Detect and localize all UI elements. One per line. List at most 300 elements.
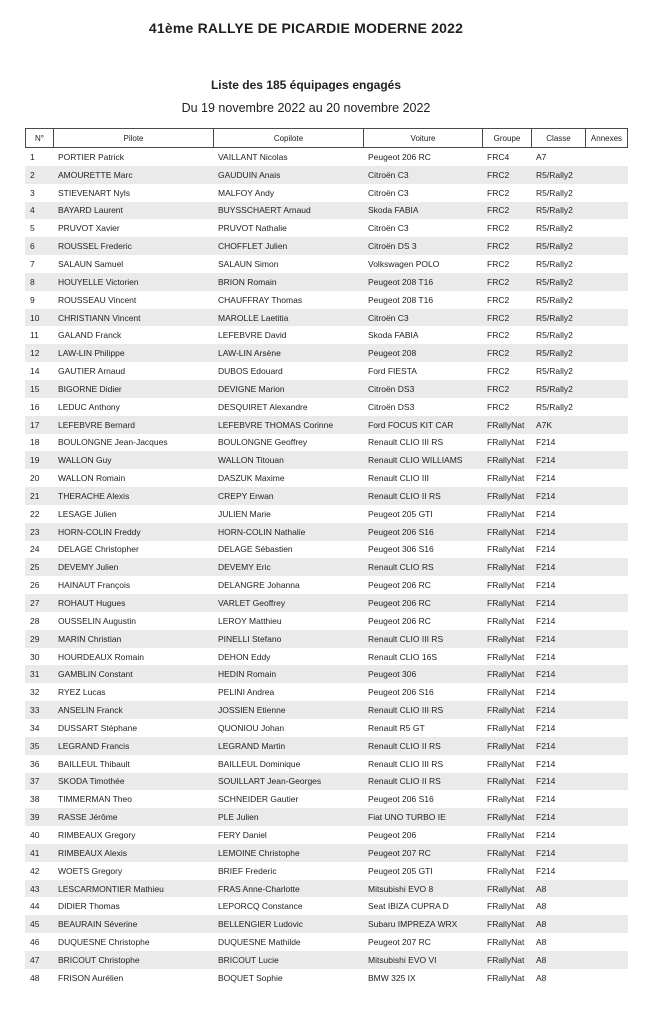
cell-voiture: Renault CLIO II RS — [368, 740, 441, 751]
cell-pilote: DIDIER Thomas — [58, 901, 120, 912]
cell-groupe: FRallyNat — [487, 794, 525, 805]
cell-voiture: Renault CLIO II RS — [368, 490, 441, 501]
column-header-voiture: Voiture — [364, 129, 483, 147]
cell-annexes — [585, 951, 628, 969]
cell-classe: F214 — [536, 687, 556, 698]
table-row — [25, 576, 628, 594]
cell-voiture: Peugeot 206 RC — [368, 580, 431, 591]
column-header-annexes: Annexes — [590, 133, 623, 143]
cell-copilote: WALLON Titouan — [218, 455, 284, 466]
cell-voiture: Citroën C3 — [368, 312, 409, 323]
table-row — [25, 701, 628, 719]
column-header-num: N° — [26, 129, 54, 147]
cell-groupe: FRallyNat — [487, 758, 525, 769]
cell-groupe: FRallyNat — [487, 954, 525, 965]
cell-annexes — [585, 309, 628, 327]
cell-classe: R5/Rally2 — [536, 312, 573, 323]
cell-classe: F214 — [536, 562, 556, 573]
cell-copilote: FERY Daniel — [218, 829, 267, 840]
column-header-groupe: Groupe — [483, 129, 532, 147]
table-row — [25, 630, 628, 648]
cell-copilote: HEDIN Romain — [218, 669, 277, 680]
cell-num: 8 — [30, 276, 35, 287]
cell-copilote: PINELLI Stefano — [218, 633, 282, 644]
cell-voiture: Citroën C3 — [368, 223, 409, 234]
cell-annexes — [585, 416, 628, 434]
cell-pilote: ROUSSEAU Vincent — [58, 294, 137, 305]
cell-voiture: Peugeot 208 T16 — [368, 294, 434, 305]
cell-num: 36 — [30, 758, 40, 769]
cell-classe: F214 — [536, 633, 556, 644]
cell-classe: R5/Rally2 — [536, 223, 573, 234]
cell-annexes — [585, 683, 628, 701]
cell-voiture: Renault R5 GT — [368, 722, 425, 733]
table-row — [25, 880, 628, 898]
cell-pilote: BEAURAIN Séverine — [58, 919, 138, 930]
cell-pilote: HOUYELLE Victorien — [58, 276, 139, 287]
cell-pilote: PORTIER Patrick — [58, 151, 124, 162]
cell-pilote: DEVEMY Julien — [58, 562, 119, 573]
cell-copilote: DEVEMY Eric — [218, 562, 271, 573]
cell-num: 15 — [30, 383, 40, 394]
cell-groupe: FRallyNat — [487, 508, 525, 519]
cell-annexes — [585, 701, 628, 719]
table-row — [25, 273, 628, 291]
cell-groupe: FRallyNat — [487, 937, 525, 948]
cell-voiture: Volkswagen POLO — [368, 258, 440, 269]
table-row — [25, 309, 628, 327]
cell-classe: R5/Rally2 — [536, 330, 573, 341]
cell-classe: F214 — [536, 526, 556, 537]
cell-pilote: HAINAUT François — [58, 580, 131, 591]
cell-annexes — [585, 434, 628, 452]
cell-copilote: FRAS Anne-Charlotte — [218, 883, 300, 894]
cell-annexes — [585, 665, 628, 683]
cell-annexes — [585, 737, 628, 755]
cell-groupe: FRallyNat — [487, 705, 525, 716]
cell-groupe: FRC2 — [487, 312, 510, 323]
cell-groupe: FRallyNat — [487, 722, 525, 733]
cell-num: 5 — [30, 223, 35, 234]
cell-annexes — [585, 362, 628, 380]
cell-num: 39 — [30, 812, 40, 823]
cell-classe: R5/Rally2 — [536, 383, 573, 394]
cell-voiture: Citroën DS3 — [368, 401, 415, 412]
cell-copilote: VARLET Geoffrey — [218, 598, 286, 609]
cell-annexes — [585, 808, 628, 826]
cell-classe: R5/Rally2 — [536, 276, 573, 287]
cell-num: 19 — [30, 455, 40, 466]
cell-classe: F214 — [536, 847, 556, 858]
cell-voiture: Fiat UNO TURBO IE — [368, 812, 446, 823]
cell-groupe: FRC2 — [487, 383, 510, 394]
cell-groupe: FRallyNat — [487, 633, 525, 644]
page-title: 41ème RALLYE DE PICARDIE MODERNE 2022 — [148, 20, 464, 36]
cell-groupe: FRallyNat — [487, 812, 525, 823]
cell-copilote: QUONIOU Johan — [218, 722, 285, 733]
table-row — [25, 737, 628, 755]
cell-annexes — [585, 630, 628, 648]
cell-voiture: Citroën DS3 — [368, 383, 415, 394]
cell-classe: F214 — [536, 651, 556, 662]
cell-classe: A8 — [536, 883, 547, 894]
cell-pilote: ROHAUT Hugues — [58, 598, 126, 609]
cell-voiture: Peugeot 306 S16 — [368, 544, 434, 555]
cell-copilote: GAUDUIN Anais — [218, 169, 281, 180]
cell-num: 42 — [30, 865, 40, 876]
cell-classe: F214 — [536, 437, 556, 448]
cell-pilote: DUSSART Stéphane — [58, 722, 138, 733]
cell-voiture: Citroën DS 3 — [368, 241, 417, 252]
cell-pilote: RIMBEAUX Alexis — [58, 847, 127, 858]
cell-groupe: FRallyNat — [487, 562, 525, 573]
cell-voiture: Renault CLIO 16S — [368, 651, 437, 662]
cell-annexes — [585, 844, 628, 862]
cell-annexes — [585, 648, 628, 666]
table-row — [25, 291, 628, 309]
cell-groupe: FRallyNat — [487, 972, 525, 983]
cell-num: 10 — [30, 312, 40, 323]
cell-copilote: BRIEF Frederic — [218, 865, 277, 876]
cell-pilote: BRICOUT Christophe — [58, 954, 140, 965]
cell-voiture: Peugeot 206 RC — [368, 615, 431, 626]
cell-num: 40 — [30, 829, 40, 840]
cell-voiture: Skoda FABIA — [368, 205, 419, 216]
cell-annexes — [585, 773, 628, 791]
cell-pilote: RYEZ Lucas — [58, 687, 106, 698]
table-row — [25, 594, 628, 612]
cell-copilote: PRUVOT Nathalie — [218, 223, 287, 234]
table-row — [25, 398, 628, 416]
cell-voiture: Peugeot 206 — [368, 829, 417, 840]
cell-num: 20 — [30, 473, 40, 484]
cell-pilote: BAILLEUL Thibault — [58, 758, 130, 769]
cell-annexes — [585, 219, 628, 237]
cell-classe: F214 — [536, 455, 556, 466]
cell-num: 17 — [30, 419, 40, 430]
cell-classe: F214 — [536, 722, 556, 733]
cell-groupe: FRallyNat — [487, 687, 525, 698]
cell-pilote: TIMMERMAN Theo — [58, 794, 132, 805]
cell-annexes — [585, 148, 628, 166]
cell-voiture: Seat IBIZA CUPRA D — [368, 901, 449, 912]
cell-annexes — [585, 202, 628, 220]
cell-num: 26 — [30, 580, 40, 591]
cell-groupe: FRallyNat — [487, 865, 525, 876]
table-row — [25, 202, 628, 220]
cell-voiture: Subaru IMPREZA WRX — [368, 919, 458, 930]
cell-pilote: RIMBEAUX Gregory — [58, 829, 136, 840]
table-row — [25, 897, 628, 915]
cell-groupe: FRallyNat — [487, 419, 525, 430]
cell-voiture: Renault CLIO III — [368, 473, 429, 484]
cell-annexes — [585, 719, 628, 737]
cell-copilote: CHOFFLET Julien — [218, 241, 288, 252]
cell-annexes — [585, 469, 628, 487]
cell-copilote: LEMOINE Christophe — [218, 847, 300, 858]
table-header-row — [25, 128, 628, 148]
cell-pilote: SKODA Timothée — [58, 776, 125, 787]
cell-pilote: THERACHE Alexis — [58, 490, 130, 501]
cell-groupe: FRallyNat — [487, 883, 525, 894]
cell-pilote: DELAGE Christopher — [58, 544, 139, 555]
table-row — [25, 541, 628, 559]
table-row — [25, 380, 628, 398]
cell-pilote: LAW-LIN Philippe — [58, 348, 125, 359]
cell-annexes — [585, 558, 628, 576]
cell-pilote: GAUTIER Arnaud — [58, 366, 126, 377]
cell-num: 9 — [30, 294, 35, 305]
cell-annexes — [585, 594, 628, 612]
cell-pilote: BOULONGNE Jean-Jacques — [58, 437, 168, 448]
cell-groupe: FRallyNat — [487, 473, 525, 484]
table-row — [25, 416, 628, 434]
column-header-classe: Classe — [532, 129, 586, 147]
table-row — [25, 344, 628, 362]
table-row — [25, 362, 628, 380]
cell-classe: R5/Rally2 — [536, 241, 573, 252]
cell-voiture: Peugeot 206 S16 — [368, 687, 434, 698]
cell-num: 14 — [30, 366, 40, 377]
entry-table — [25, 128, 628, 987]
cell-copilote: BUYSSCHAERT Arnaud — [218, 205, 311, 216]
table-row — [25, 862, 628, 880]
cell-num: 41 — [30, 847, 40, 858]
cell-pilote: STIEVENART Nyls — [58, 187, 130, 198]
cell-classe: F214 — [536, 740, 556, 751]
table-row — [25, 487, 628, 505]
cell-num: 45 — [30, 919, 40, 930]
cell-groupe: FRallyNat — [487, 526, 525, 537]
table-row — [25, 219, 628, 237]
cell-annexes — [585, 451, 628, 469]
cell-num: 29 — [30, 633, 40, 644]
cell-classe: F214 — [536, 794, 556, 805]
cell-voiture: Peugeot 206 RC — [368, 151, 431, 162]
cell-num: 16 — [30, 401, 40, 412]
cell-pilote: AMOURETTE Marc — [58, 169, 133, 180]
cell-classe: F214 — [536, 508, 556, 519]
cell-pilote: OUSSELIN Augustin — [58, 615, 136, 626]
cell-voiture: Peugeot 208 — [368, 348, 417, 359]
cell-copilote: PELINI Andrea — [218, 687, 275, 698]
cell-annexes — [585, 326, 628, 344]
cell-copilote: LEFEBVRE David — [218, 330, 287, 341]
cell-num: 25 — [30, 562, 40, 573]
table-row — [25, 683, 628, 701]
table-row — [25, 915, 628, 933]
cell-num: 33 — [30, 705, 40, 716]
table-row — [25, 933, 628, 951]
cell-classe: A7K — [536, 419, 553, 430]
cell-copilote: BOQUET Sophie — [218, 972, 283, 983]
cell-num: 43 — [30, 883, 40, 894]
cell-annexes — [585, 523, 628, 541]
cell-classe: R5/Rally2 — [536, 187, 573, 198]
cell-copilote: LEGRAND Martin — [218, 740, 286, 751]
cell-voiture: Peugeot 306 — [368, 669, 417, 680]
cell-pilote: WALLON Guy — [58, 455, 112, 466]
cell-voiture: Peugeot 206 S16 — [368, 794, 434, 805]
cell-classe: R5/Rally2 — [536, 401, 573, 412]
table-row — [25, 237, 628, 255]
cell-classe: F214 — [536, 865, 556, 876]
table-row — [25, 255, 628, 273]
cell-num: 27 — [30, 598, 40, 609]
cell-num: 1 — [30, 151, 35, 162]
cell-classe: R5/Rally2 — [536, 294, 573, 305]
cell-num: 32 — [30, 687, 40, 698]
cell-annexes — [585, 380, 628, 398]
cell-groupe: FRC2 — [487, 241, 510, 252]
cell-num: 47 — [30, 954, 40, 965]
cell-groupe: FRallyNat — [487, 829, 525, 840]
cell-groupe: FRC2 — [487, 348, 510, 359]
cell-groupe: FRallyNat — [487, 580, 525, 591]
cell-voiture: Renault CLIO RS — [368, 562, 434, 573]
cell-annexes — [585, 933, 628, 951]
table-row — [25, 648, 628, 666]
cell-groupe: FRallyNat — [487, 651, 525, 662]
cell-groupe: FRallyNat — [487, 490, 525, 501]
cell-classe: F214 — [536, 776, 556, 787]
cell-pilote: BAYARD Laurent — [58, 205, 123, 216]
cell-num: 38 — [30, 794, 40, 805]
cell-num: 7 — [30, 258, 35, 269]
cell-num: 18 — [30, 437, 40, 448]
cell-classe: A8 — [536, 954, 547, 965]
cell-pilote: PRUVOT Xavier — [58, 223, 120, 234]
cell-groupe: FRC4 — [487, 151, 510, 162]
cell-copilote: DEHON Eddy — [218, 651, 271, 662]
cell-classe: F214 — [536, 669, 556, 680]
cell-pilote: GALAND Franck — [58, 330, 122, 341]
cell-num: 3 — [30, 187, 35, 198]
event-date-range: Du 19 novembre 2022 au 20 novembre 2022 — [181, 101, 431, 115]
cell-copilote: LEROY Matthieu — [218, 615, 282, 626]
table-row — [25, 469, 628, 487]
cell-classe: A8 — [536, 972, 547, 983]
table-row — [25, 184, 628, 202]
cell-voiture: Peugeot 208 T16 — [368, 276, 434, 287]
cell-groupe: FRC2 — [487, 205, 510, 216]
cell-annexes — [585, 344, 628, 362]
cell-pilote: CHRISTIANN Vincent — [58, 312, 141, 323]
table-row — [25, 523, 628, 541]
cell-groupe: FRC2 — [487, 330, 510, 341]
cell-groupe: FRallyNat — [487, 455, 525, 466]
cell-pilote: DUQUESNE Christophe — [58, 937, 150, 948]
cell-voiture: Ford FOCUS KIT CAR — [368, 419, 454, 430]
cell-classe: F214 — [536, 580, 556, 591]
cell-num: 22 — [30, 508, 40, 519]
cell-annexes — [585, 505, 628, 523]
cell-voiture: BMW 325 IX — [368, 972, 416, 983]
cell-voiture: Peugeot 206 RC — [368, 598, 431, 609]
cell-voiture: Peugeot 207 RC — [368, 937, 431, 948]
cell-copilote: CREPY Erwan — [218, 490, 274, 501]
cell-pilote: RASSE Jérôme — [58, 812, 118, 823]
cell-copilote: HORN-COLIN Nathalie — [218, 526, 306, 537]
cell-annexes — [585, 291, 628, 309]
cell-annexes — [585, 969, 628, 987]
cell-pilote: HOURDEAUX Romain — [58, 651, 144, 662]
cell-voiture: Mitsubishi EVO 8 — [368, 883, 434, 894]
cell-copilote: CHAUFFRAY Thomas — [218, 294, 303, 305]
cell-voiture: Peugeot 207 RC — [368, 847, 431, 858]
cell-copilote: BRION Romain — [218, 276, 277, 287]
cell-pilote: ROUSSEL Frederic — [58, 241, 132, 252]
table-row — [25, 773, 628, 791]
cell-copilote: PLE Julien — [218, 812, 259, 823]
cell-classe: R5/Rally2 — [536, 348, 573, 359]
cell-classe: R5/Rally2 — [536, 169, 573, 180]
cell-annexes — [585, 184, 628, 202]
cell-annexes — [585, 826, 628, 844]
cell-copilote: MAROLLE Laetitia — [218, 312, 289, 323]
cell-num: 24 — [30, 544, 40, 555]
table-row — [25, 434, 628, 452]
cell-voiture: Renault CLIO WILLIAMS — [368, 455, 463, 466]
cell-pilote: LEFEBVRE Bernard — [58, 419, 136, 430]
cell-pilote: HORN-COLIN Freddy — [58, 526, 141, 537]
cell-pilote: LEGRAND Francis — [58, 740, 130, 751]
cell-copilote: DELANGRE Johanna — [218, 580, 300, 591]
cell-annexes — [585, 790, 628, 808]
cell-pilote: ANSELIN Franck — [58, 705, 123, 716]
table-row — [25, 755, 628, 773]
cell-classe: R5/Rally2 — [536, 366, 573, 377]
cell-copilote: LAW-LIN Arsène — [218, 348, 281, 359]
cell-pilote: LESCARMONTIER Mathieu — [58, 883, 164, 894]
cell-classe: F214 — [536, 490, 556, 501]
cell-classe: F214 — [536, 598, 556, 609]
cell-voiture: Renault CLIO III RS — [368, 437, 444, 448]
cell-copilote: BRICOUT Lucie — [218, 954, 279, 965]
cell-groupe: FRallyNat — [487, 437, 525, 448]
cell-num: 2 — [30, 169, 35, 180]
document-header — [0, 0, 612, 128]
cell-copilote: BOULONGNE Geoffrey — [218, 437, 308, 448]
table-row — [25, 969, 628, 987]
cell-classe: A7 — [536, 151, 547, 162]
cell-voiture: Citroën C3 — [368, 169, 409, 180]
cell-annexes — [585, 166, 628, 184]
cell-num: 12 — [30, 348, 40, 359]
cell-num: 46 — [30, 937, 40, 948]
cell-pilote: LESAGE Julien — [58, 508, 117, 519]
cell-num: 35 — [30, 740, 40, 751]
entry-list-subtitle: Liste des 185 équipages engagés — [210, 78, 402, 92]
cell-groupe: FRallyNat — [487, 740, 525, 751]
cell-num: 4 — [30, 205, 35, 216]
cell-copilote: JOSSIEN Etienne — [218, 705, 286, 716]
cell-pilote: BIGORNE Didier — [58, 383, 122, 394]
cell-pilote: SALAUN Samuel — [58, 258, 124, 269]
table-row — [25, 612, 628, 630]
cell-classe: A8 — [536, 937, 547, 948]
cell-copilote: SOUILLART Jean-Georges — [218, 776, 322, 787]
table-row — [25, 719, 628, 737]
cell-voiture: Ford FIESTA — [368, 366, 417, 377]
cell-voiture: Mitsubishi EVO VI — [368, 954, 437, 965]
cell-copilote: DUBOS Edouard — [218, 366, 283, 377]
cell-copilote: LEFEBVRE THOMAS Corinne — [218, 419, 334, 430]
cell-classe: F214 — [536, 705, 556, 716]
cell-classe: F214 — [536, 829, 556, 840]
cell-annexes — [585, 915, 628, 933]
cell-voiture: Citroën C3 — [368, 187, 409, 198]
